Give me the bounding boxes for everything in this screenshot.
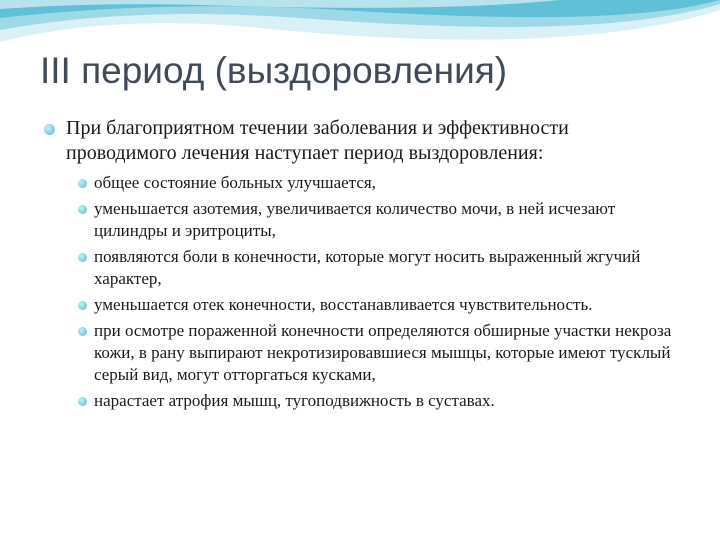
list-item-text: нарастает атрофия мышц, тугоподвижность в суставах. [94, 391, 495, 410]
round-bullet-icon [78, 327, 87, 336]
list-item-text: уменьшается азотемия, увеличивается количество мочи, в ней исчезают цилиндры и эритроциты, [94, 199, 616, 240]
list-item [44, 390, 684, 412]
list-item-text: появляются боли в конечности, которые могут носить выраженный жгучий характер, [94, 247, 641, 288]
list-item [44, 172, 684, 194]
round-bullet-icon [78, 205, 87, 214]
slide-content [44, 116, 684, 416]
round-bullet-icon [78, 301, 87, 310]
round-bullet-icon [78, 179, 87, 188]
round-bullet-icon [78, 397, 87, 406]
list-item [44, 320, 684, 386]
list-item [44, 198, 684, 242]
round-bullet-icon [78, 253, 87, 262]
list-item [44, 246, 684, 290]
list-item-text: при осмотре пораженной конечности определяются обширные участки некроза кожи, в рану выпирают некротизировавшиеся мышцы, которые имеют тусклый серый вид, могут отторгаться кусками, [94, 321, 672, 384]
sub-bullet-list [44, 172, 684, 412]
slide-title: III период (выздоровления) [40, 50, 508, 91]
main-bullet [44, 116, 684, 166]
list-item-text: уменьшается отек конечности, восстанавливается чувствительность. [94, 295, 593, 314]
list-item-text: общее состояние больных улучшается, [94, 173, 376, 192]
list-item [44, 294, 684, 316]
round-bullet-icon [44, 124, 55, 135]
main-bullet-text: При благоприятном течении заболевания и эффективности проводимого лечения наступает период выздоровления: [66, 117, 569, 164]
